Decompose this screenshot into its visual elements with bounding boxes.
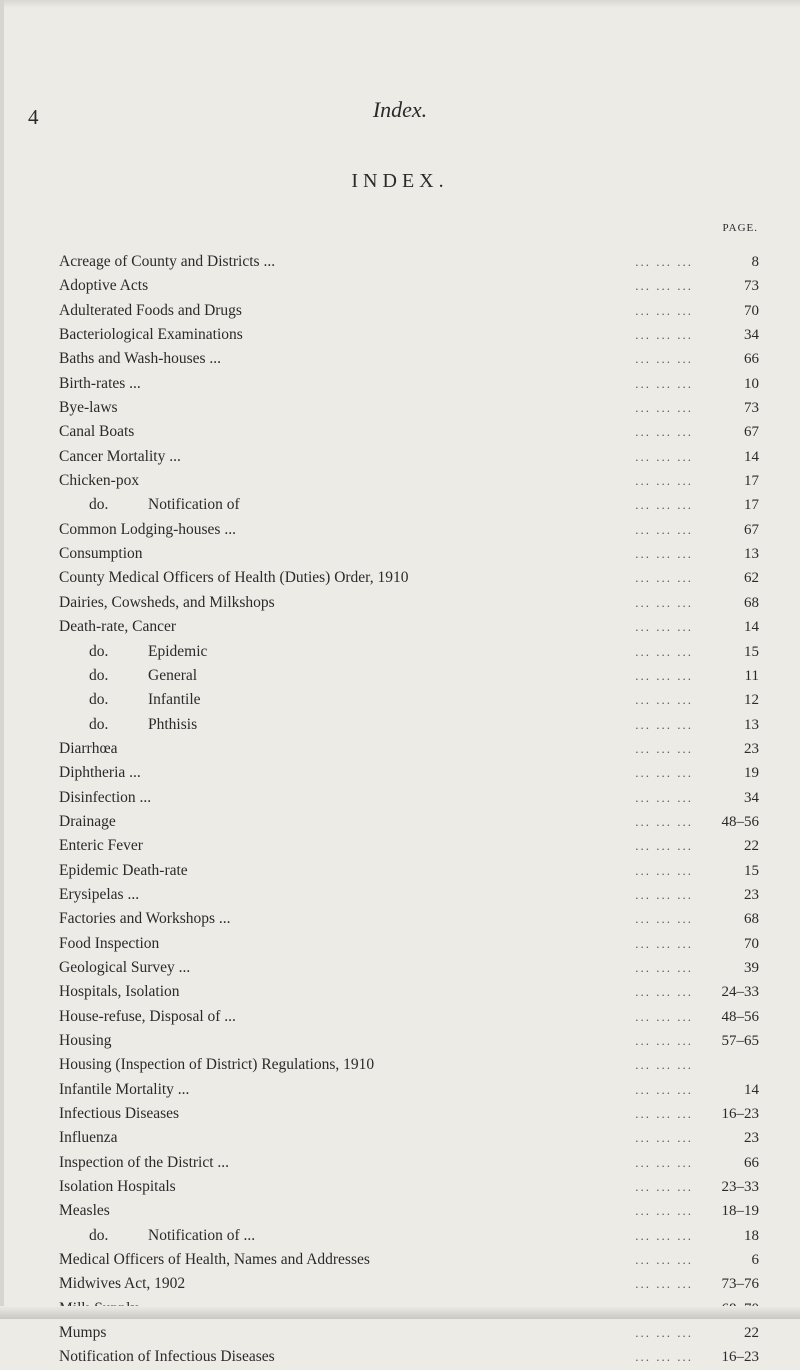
index-entry-label — [59, 1053, 374, 1077]
dot-leader: ... ... ... — [635, 497, 693, 513]
index-entry-page: 10 — [744, 375, 759, 392]
index-entry-heading: Cancer Mortality ... — [59, 447, 181, 465]
index-entry-heading: Factories and Workshops ... — [59, 910, 231, 928]
index-entry — [59, 1029, 767, 1053]
index-entry-label — [59, 469, 139, 493]
scan-left-edge — [0, 0, 4, 1319]
dot-leader: ... ... ... — [635, 1106, 693, 1122]
dot-leader: ... ... ... — [635, 1057, 693, 1073]
index-entry — [59, 737, 767, 761]
dot-leader: ... ... ... — [635, 1130, 693, 1146]
index-entry-heading: County Medical Officers of Health (Duties) Order, 1910 — [59, 569, 409, 587]
index-entry-label — [59, 396, 118, 420]
dot-leader: ... ... ... — [635, 692, 693, 708]
dot-leader: ... ... ... — [635, 862, 693, 878]
index-entry-page: 17 — [744, 473, 759, 490]
index-entry — [59, 250, 767, 274]
index-entry-page: 48–56 — [721, 1008, 759, 1025]
dot-leader: ... ... ... — [635, 765, 693, 781]
index-entry-heading: Influenza — [59, 1129, 118, 1147]
page-bottom-edge — [0, 1306, 800, 1319]
index-entry — [59, 1005, 767, 1029]
index-entry-page: 14 — [744, 619, 759, 636]
dot-leader: ... ... ... — [635, 1033, 693, 1048]
index-entry-page: 19 — [744, 765, 759, 782]
index-entry-label — [59, 932, 159, 956]
dot-leader: ... ... ... — [635, 375, 693, 391]
index-entry — [59, 883, 767, 907]
index-entry-heading: Consumption — [59, 545, 143, 563]
dot-leader: ... ... ... — [635, 1276, 693, 1292]
index-entry-page: 73 — [744, 278, 759, 295]
dot-leader: ... ... ... — [635, 473, 693, 489]
index-entry-label — [59, 1345, 275, 1369]
index-entry — [59, 469, 767, 493]
index-entry — [59, 591, 767, 615]
dot-leader: ... ... ... — [635, 838, 693, 854]
index-entry-page: 66 — [744, 351, 759, 368]
index-entry-subheading: Epidemic — [148, 642, 208, 660]
index-entry — [59, 323, 767, 347]
index-entry — [59, 980, 767, 1004]
index-entry-page: 16–23 — [721, 1349, 759, 1366]
index-entry — [59, 786, 767, 810]
index-entry-subheading: Phthisis — [148, 715, 198, 733]
index-entry-label — [59, 372, 141, 396]
index-entry — [59, 615, 767, 639]
index-entry-heading: Acreage of County and Districts ... — [59, 253, 276, 270]
index-entry-label — [59, 1151, 229, 1175]
index-entry-heading: House-refuse, Disposal of ... — [59, 1007, 236, 1025]
index-entry-label — [59, 640, 208, 664]
index-entry-page: 67 — [744, 424, 759, 441]
index-entry-label — [59, 1005, 236, 1029]
index-entry-heading: Drainage — [59, 812, 116, 830]
index-entry-page: 23–33 — [721, 1179, 759, 1196]
index-entry — [59, 1126, 767, 1150]
dot-leader: ... ... ... — [635, 254, 693, 269]
index-entry-heading: do. — [89, 691, 109, 709]
index-entry-page: 8 — [751, 254, 759, 270]
index-entry-page: 67 — [744, 521, 759, 538]
index-entry — [59, 518, 767, 542]
index-entry-label — [59, 1029, 112, 1053]
index-entry — [59, 493, 767, 517]
index-entry-page: 18 — [744, 1227, 759, 1244]
index-entry-page: 70 — [744, 302, 759, 319]
index-entry-page: 57–65 — [721, 1033, 759, 1049]
index-entry — [59, 688, 767, 712]
running-head: Index. — [372, 97, 428, 122]
index-entry-label — [59, 1078, 189, 1102]
index-entry-page: 39 — [744, 959, 759, 976]
index-entry-page: 68 — [744, 594, 759, 611]
index-entry-page: 34 — [744, 327, 759, 344]
index-entry-page: 6 — [751, 1252, 759, 1269]
index-entry — [59, 445, 767, 469]
index-entry-label — [59, 591, 275, 615]
dot-leader: ... ... ... — [635, 1349, 693, 1365]
index-entry-page: 73–76 — [721, 1276, 759, 1293]
index-entry-heading: Adoptive Acts — [59, 277, 149, 295]
dot-leader: ... ... ... — [635, 521, 693, 537]
index-entry-label — [59, 1272, 185, 1296]
index-entry — [59, 859, 767, 883]
dot-leader: ... ... ... — [635, 959, 693, 975]
index-entry — [59, 1224, 767, 1248]
index-entry-page: 15 — [744, 862, 759, 879]
index-entry-label — [59, 274, 148, 298]
index-entry-list — [59, 250, 767, 1370]
index-entry — [59, 761, 767, 785]
dot-leader: ... ... ... — [635, 886, 693, 902]
index-entry — [59, 664, 767, 688]
index-entry — [59, 347, 767, 371]
index-entry — [59, 1345, 767, 1369]
dot-leader: ... ... ... — [635, 1227, 693, 1243]
index-entry — [59, 372, 767, 396]
index-entry-label — [59, 250, 275, 274]
index-entry — [59, 1102, 767, 1126]
index-entry-heading: Hospitals, Isolation — [59, 983, 180, 1001]
page-top-edge — [0, 0, 800, 8]
index-entry-page: 15 — [744, 643, 759, 660]
index-entry — [59, 956, 767, 980]
index-entry-page: 11 — [744, 667, 759, 684]
dot-leader: ... ... ... — [635, 546, 693, 562]
dot-leader: ... ... ... — [635, 984, 693, 1000]
index-entry-label — [59, 493, 240, 517]
index-entry-heading: Housing (Inspection of District) Regulations, 1910 — [59, 1056, 375, 1074]
dot-leader: ... ... ... — [635, 643, 693, 659]
dot-leader: ... ... ... — [635, 424, 693, 440]
index-entry-heading: Housing — [59, 1032, 112, 1049]
index-entry-heading: Death-rate, Cancer — [59, 618, 177, 636]
index-entry — [59, 1321, 767, 1345]
dot-leader: ... ... ... — [635, 1081, 693, 1097]
index-entry-page: 13 — [744, 716, 759, 733]
index-entry-label — [59, 615, 176, 639]
index-entry-label — [59, 761, 141, 785]
index-entry-heading: Medical Officers of Health, Names and Addresses — [59, 1251, 370, 1269]
index-entry-heading: Diarrhœa — [59, 739, 118, 757]
index-entry-heading: Disinfection ... — [59, 788, 152, 806]
dot-leader: ... ... ... — [635, 619, 693, 635]
page-number: 4 — [28, 105, 39, 129]
dot-leader: ... ... ... — [635, 302, 693, 318]
index-entry-heading: Diphtheria ... — [59, 764, 141, 782]
dot-leader: ... ... ... — [635, 740, 693, 756]
index-entry — [59, 542, 767, 566]
index-entry — [59, 1053, 767, 1077]
index-entry-heading: Geological Survey ... — [59, 958, 191, 976]
index-entry-label — [59, 299, 242, 323]
index-entry-subheading: Notification of — [148, 496, 240, 514]
dot-leader: ... ... ... — [635, 448, 693, 464]
index-entry — [59, 1078, 767, 1102]
dot-leader: ... ... ... — [635, 594, 693, 610]
index-entry-heading: do. — [89, 715, 109, 733]
index-entry — [59, 274, 767, 298]
index-entry-heading: Canal Boats — [59, 423, 135, 441]
dot-leader: ... ... ... — [635, 570, 693, 586]
dot-leader: ... ... ... — [635, 1325, 693, 1341]
index-entry-label — [59, 810, 116, 834]
page-column-header: PAGE. — [722, 222, 758, 234]
dot-leader: ... ... ... — [635, 327, 693, 343]
index-entry — [59, 299, 767, 323]
index-entry-page: 14 — [744, 448, 759, 465]
index-entry-label — [59, 688, 201, 712]
index-entry-heading: Dairies, Cowsheds, and Milkshops — [59, 593, 275, 611]
index-entry — [59, 834, 767, 858]
index-entry — [59, 566, 767, 590]
index-entry-label — [59, 445, 181, 469]
index-entry — [59, 640, 767, 664]
dot-leader: ... ... ... — [635, 400, 693, 416]
index-entry-heading: Infantile Mortality ... — [59, 1080, 190, 1098]
index-entry-heading: do. — [89, 666, 109, 684]
index-entry-page: 23 — [744, 740, 759, 757]
index-entry-label — [59, 1248, 370, 1272]
index-entry — [59, 810, 767, 834]
index-entry-page: 24–33 — [721, 984, 759, 1001]
index-entry-label — [59, 883, 139, 907]
index-entry-page: 48–56 — [721, 813, 759, 830]
index-entry-heading: Isolation Hospitals — [59, 1178, 176, 1196]
index-entry-page: 68 — [744, 911, 759, 928]
index-entry-heading: do. — [89, 496, 109, 514]
dot-leader: ... ... ... — [635, 935, 693, 951]
dot-leader: ... ... ... — [635, 278, 693, 294]
index-entry-heading: Common Lodging-houses ... — [59, 520, 236, 538]
index-entry-page: 22 — [744, 1325, 759, 1342]
index-entry-label — [59, 1126, 118, 1150]
index-entry-page: 62 — [744, 570, 759, 587]
index-entry-page: 12 — [744, 692, 759, 709]
index-entry-label — [59, 1224, 256, 1248]
index-entry-subheading: Notification of ... — [148, 1226, 256, 1244]
index-entry — [59, 713, 767, 737]
index-entry-heading: Measles — [59, 1202, 110, 1220]
dot-leader: ... ... ... — [635, 1203, 693, 1219]
dot-leader: ... ... ... — [635, 351, 693, 367]
index-entry — [59, 1248, 767, 1272]
index-entry-label — [59, 1199, 110, 1223]
index-entry-label — [59, 859, 188, 883]
index-title: INDEX. — [351, 170, 449, 192]
index-entry-label — [59, 834, 143, 858]
index-entry-label — [59, 1175, 176, 1199]
index-entry-label — [59, 664, 198, 688]
index-entry-label — [59, 713, 198, 737]
index-entry-heading: do. — [89, 642, 109, 660]
index-entry-label — [59, 907, 231, 931]
index-entry-heading: Baths and Wash-houses ... — [59, 350, 222, 368]
index-entry — [59, 1175, 767, 1199]
index-entry-label — [59, 1102, 179, 1126]
index-entry-page: 17 — [744, 497, 759, 514]
index-entry-heading: Adulterated Foods and Drugs — [59, 301, 242, 319]
index-entry-page: 22 — [744, 838, 759, 855]
index-entry-heading: Enteric Fever — [59, 837, 143, 855]
index-entry-heading: Epidemic Death-rate — [59, 861, 188, 879]
dot-leader: ... ... ... — [635, 1008, 693, 1024]
index-entry-label — [59, 323, 243, 347]
index-entry — [59, 932, 767, 956]
index-entry-page: 73 — [744, 400, 759, 417]
index-entry-heading: Notification of Infectious Diseases — [59, 1348, 275, 1366]
index-entry-page: 66 — [744, 1154, 759, 1171]
index-entry-page: 23 — [744, 886, 759, 903]
index-entry — [59, 396, 767, 420]
index-entry-page: 13 — [744, 546, 759, 563]
dot-leader: ... ... ... — [635, 789, 693, 805]
dot-leader: ... ... ... — [635, 813, 693, 829]
index-entry-heading: Midwives Act, 1902 — [59, 1275, 186, 1293]
index-entry-page: 23 — [744, 1130, 759, 1147]
index-entry-heading: Food Inspection — [59, 934, 160, 952]
dot-leader: ... ... ... — [635, 667, 693, 683]
index-entry — [59, 907, 767, 931]
index-entry-label — [59, 347, 221, 371]
index-entry-label — [59, 542, 143, 566]
index-entry-heading: Erysipelas ... — [59, 885, 140, 903]
index-entry-label — [59, 420, 134, 444]
dot-leader: ... ... ... — [635, 716, 693, 732]
dot-leader: ... ... ... — [635, 1179, 693, 1195]
index-entry-heading: Bye-laws — [59, 399, 118, 417]
dot-leader: ... ... ... — [635, 911, 693, 927]
index-entry-heading: Birth-rates ... — [59, 374, 141, 392]
index-entry-page: 16–23 — [721, 1106, 759, 1123]
index-entry-heading: do. — [89, 1226, 109, 1244]
index-entry — [59, 1272, 767, 1296]
index-entry-heading: Infectious Diseases — [59, 1105, 180, 1123]
index-entry-heading: Mumps — [59, 1324, 107, 1342]
index-entry-label — [59, 566, 408, 590]
index-entry — [59, 1151, 767, 1175]
index-entry-subheading: Infantile — [148, 691, 201, 709]
index-entry-label — [59, 980, 180, 1004]
index-entry-heading: Bacteriological Examinations — [59, 326, 243, 344]
index-entry-label — [59, 786, 151, 810]
index-entry-heading: Chicken-pox — [59, 472, 140, 490]
index-entry-heading: Inspection of the District ... — [59, 1153, 230, 1171]
index-entry-label — [59, 1321, 106, 1345]
index-entry — [59, 420, 767, 444]
index-entry-subheading: General — [148, 666, 198, 684]
index-entry-label — [59, 518, 236, 542]
index-entry — [59, 1199, 767, 1223]
dot-leader: ... ... ... — [635, 1252, 693, 1268]
index-entry-label — [59, 737, 118, 761]
index-entry-page: 34 — [744, 789, 759, 806]
index-entry-label — [59, 956, 190, 980]
dot-leader: ... ... ... — [635, 1154, 693, 1170]
index-entry-page: 14 — [744, 1081, 759, 1098]
index-entry-page: 70 — [744, 935, 759, 952]
index-entry-page: 18–19 — [721, 1203, 759, 1220]
